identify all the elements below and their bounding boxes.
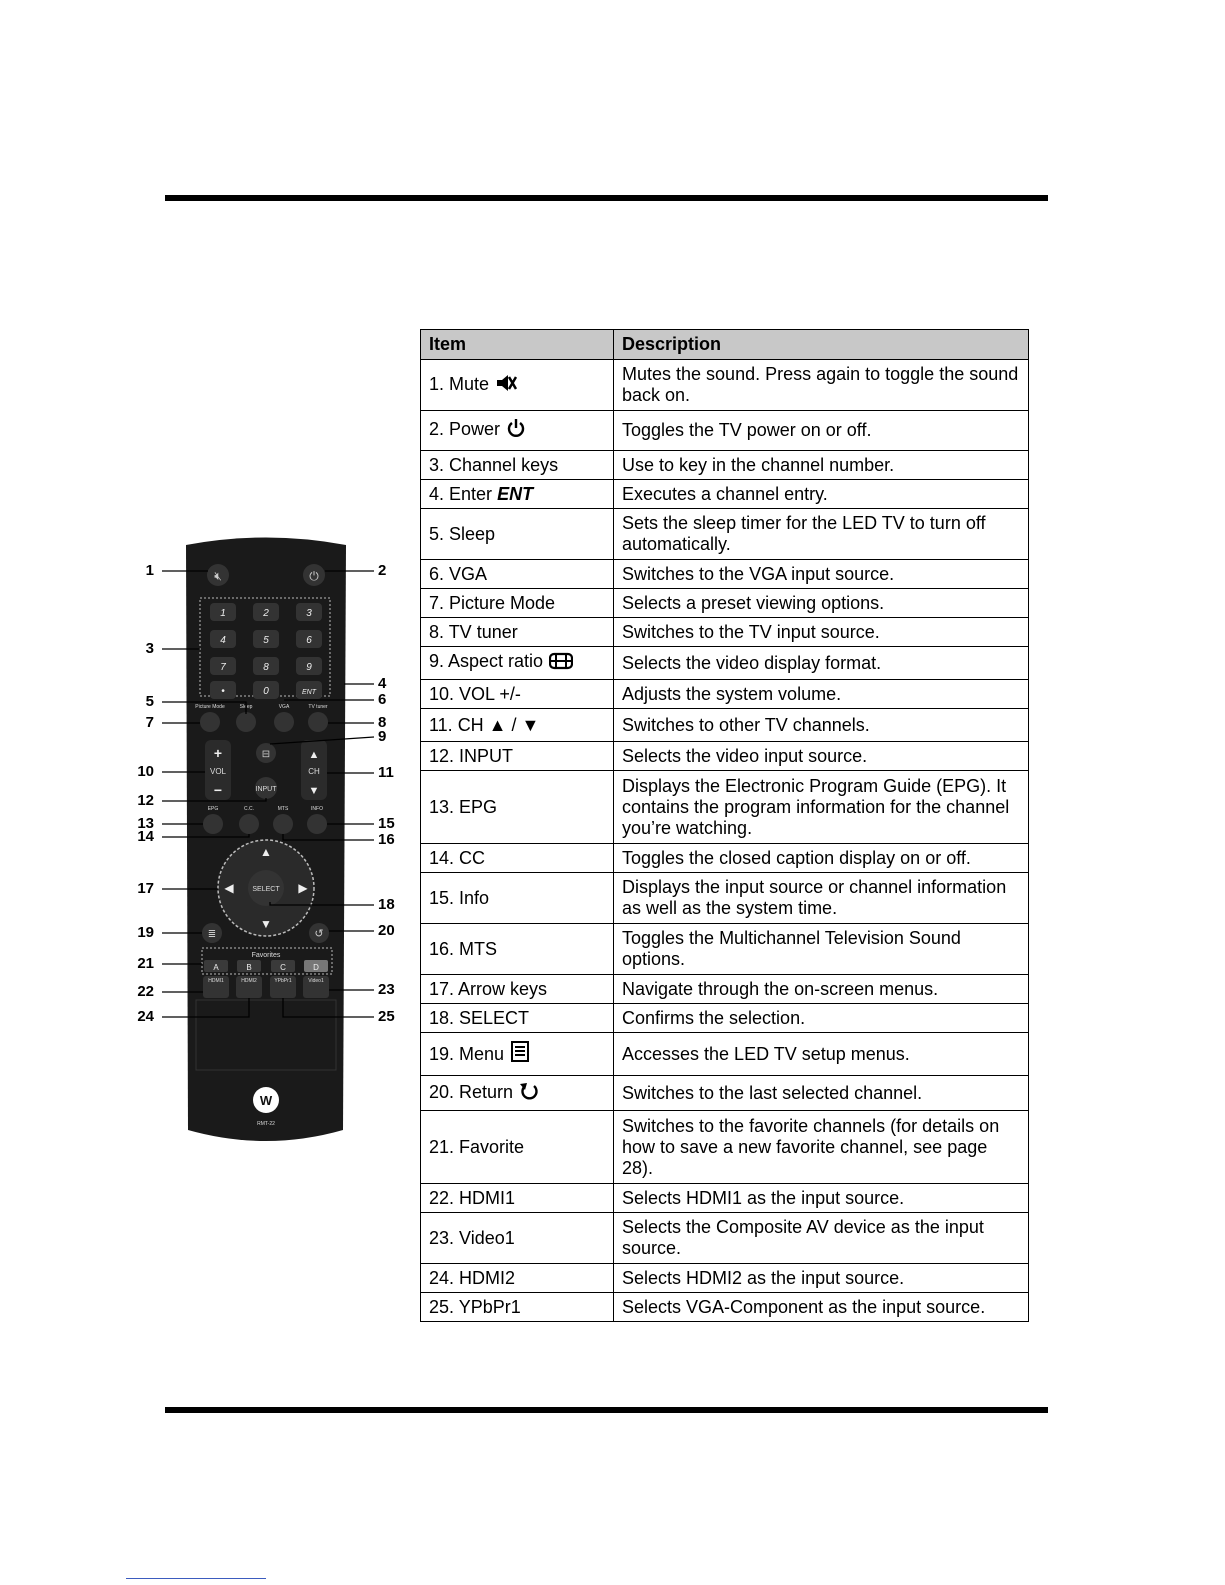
cc-button	[239, 814, 259, 834]
description-cell: Switches to the favorite channels (for details on how to save a new favorite channel, see page 28).	[614, 1111, 1029, 1184]
number-key-label: 0	[263, 686, 269, 697]
item-label: 16. MTS	[429, 938, 498, 959]
callout-number: 7	[145, 714, 154, 731]
sleep-button	[236, 712, 256, 732]
item-label: 25. YPbPr1	[429, 1296, 521, 1317]
table-row	[421, 1076, 1029, 1111]
callout-number: 23	[378, 981, 395, 998]
item-label: 23. Video1	[429, 1227, 515, 1248]
callout-number: 4	[378, 675, 387, 692]
input-key-label: INPUT	[255, 786, 277, 793]
tv-tuner-button	[308, 712, 328, 732]
item-cell	[421, 1293, 614, 1322]
power-icon: ⏻	[309, 569, 319, 583]
item-label: 9. Aspect ratio	[429, 651, 544, 671]
table-row	[421, 451, 1029, 480]
callout-number: 16	[378, 831, 395, 848]
return-icon	[519, 1081, 539, 1106]
description-cell: Adjusts the system volume.	[614, 680, 1029, 709]
item-cell	[421, 411, 614, 451]
item-label: 17. Arrow keys	[429, 978, 548, 999]
description-cell: Selects HDMI1 as the input source.	[614, 1184, 1029, 1213]
bottom-link-underline	[126, 1578, 266, 1579]
item-label: 5. Sleep	[429, 523, 496, 544]
table-row	[421, 1184, 1029, 1213]
description-cell: Confirms the selection.	[614, 1004, 1029, 1033]
callout-number: 11	[378, 764, 394, 781]
item-label: 15. Info	[429, 887, 490, 908]
item-label: 10. VOL +/-	[429, 683, 521, 704]
number-key-label: 2	[263, 608, 269, 619]
item-label: 7. Picture Mode	[429, 592, 556, 613]
table-row	[421, 1213, 1029, 1264]
cc-button-label: C.C.	[244, 806, 254, 812]
mts-button	[273, 814, 293, 834]
callout-number: 12	[137, 792, 154, 809]
item-label: 1. Mute	[429, 373, 490, 394]
favorite-key-label: C	[280, 963, 286, 972]
description-cell: Switches to the last selected channel.	[614, 1076, 1029, 1111]
logo-glyph: W	[259, 1093, 273, 1108]
remote-keys-table	[420, 329, 1029, 1322]
item-label: 8. TV tuner	[429, 621, 518, 642]
callout-number: 22	[137, 983, 154, 1000]
picture-mode-button-label: Picture Mode	[195, 704, 225, 710]
bottom-rule	[165, 1407, 1048, 1413]
description-cell: Use to key in the channel number.	[614, 451, 1029, 480]
callout-number: 8	[378, 714, 387, 731]
table-row	[421, 924, 1029, 975]
table-row	[421, 680, 1029, 709]
description-cell: Switches to the VGA input source.	[614, 560, 1029, 589]
item-cell	[421, 360, 614, 411]
item-cell	[421, 1111, 614, 1184]
number-key-label: 4	[220, 635, 226, 646]
sleep-button-label: Sleep	[239, 704, 253, 710]
aspect-ratio-icon: ⊟	[261, 749, 271, 760]
select-key-label: SELECT	[252, 886, 280, 893]
mute-icon: 🔇︎	[214, 569, 222, 583]
callout-number: 2	[378, 562, 387, 579]
description-cell: Executes a channel entry.	[614, 480, 1029, 509]
vol-minus-label: −	[213, 782, 223, 798]
description-cell: Switches to the TV input source.	[614, 618, 1029, 647]
description-cell: Selects the video input source.	[614, 742, 1029, 771]
callout-number: 15	[378, 815, 395, 832]
item-cell	[421, 1076, 614, 1111]
callout-number: 1	[145, 562, 154, 579]
item-cell	[421, 1033, 614, 1076]
favorite-key-label: D	[313, 963, 319, 972]
table-header-row	[421, 330, 1029, 360]
description-cell: Selects HDMI2 as the input source.	[614, 1264, 1029, 1293]
source-key-label: HDMI2	[241, 978, 257, 984]
callout-number: 21	[137, 955, 154, 972]
info-button	[307, 814, 327, 834]
item-label: 18. SELECT	[429, 1007, 530, 1028]
table-row	[421, 1033, 1029, 1076]
item-cell	[421, 975, 614, 1004]
item-label: 21. Favorite	[429, 1136, 525, 1157]
mts-button-label: MTS	[277, 806, 289, 812]
item-cell	[421, 618, 614, 647]
description-cell: Selects the Composite AV device as the input source.	[614, 1213, 1029, 1264]
description-cell: Accesses the LED TV setup menus.	[614, 1033, 1029, 1076]
description-cell: Selects the video display format.	[614, 647, 1029, 680]
callout-number: 20	[378, 922, 395, 939]
arrow-left-icon: ◀	[224, 881, 234, 895]
table-row	[421, 771, 1029, 844]
item-cell	[421, 1184, 614, 1213]
enter-key-label: ENT	[497, 483, 534, 504]
description-cell: Selects VGA-Component as the input source.	[614, 1293, 1029, 1322]
favorite-key-label: A	[213, 963, 219, 972]
table-body	[421, 360, 1029, 1322]
table-row	[421, 360, 1029, 411]
source-key-label: YPbPr1	[274, 978, 292, 984]
mute-icon	[495, 373, 517, 398]
top-rule	[165, 195, 1048, 201]
table-row	[421, 589, 1029, 618]
item-cell	[421, 509, 614, 560]
ch-down-icon: ▼	[308, 785, 320, 797]
callout-number: 17	[137, 880, 154, 897]
description-cell: Displays the Electronic Program Guide (EPG). It contains the program information for the channel you’re watching.	[614, 771, 1029, 844]
favorites-label: Favorites	[251, 952, 281, 959]
table-row	[421, 873, 1029, 924]
callout-number: 13	[137, 815, 154, 832]
number-key-label: 6	[306, 635, 312, 646]
description-cell: Displays the input source or channel information as well as the system time.	[614, 873, 1029, 924]
number-key-label: 9	[306, 662, 312, 673]
power-icon	[506, 418, 526, 443]
number-key-label: 5	[263, 635, 269, 646]
vga-button-label: VGA	[278, 704, 290, 710]
header-item: Item	[421, 330, 614, 360]
table-row	[421, 618, 1029, 647]
epg-button	[203, 814, 223, 834]
item-label: 22. HDMI1	[429, 1187, 516, 1208]
item-label: 19. Menu	[429, 1043, 505, 1064]
item-cell	[421, 589, 614, 618]
description-cell: Navigate through the on-screen menus.	[614, 975, 1029, 1004]
callout-number: 3	[145, 640, 154, 657]
favorite-key-label: B	[246, 963, 252, 972]
number-key-label: ENT	[302, 689, 316, 696]
return-icon: ↺	[314, 928, 324, 940]
item-label: 6. VGA	[429, 563, 488, 584]
source-key-label: Video1	[308, 978, 324, 984]
description-cell: Mutes the sound. Press again to toggle the sound back on.	[614, 360, 1029, 411]
table-row	[421, 411, 1029, 451]
table-row	[421, 1293, 1029, 1322]
item-cell	[421, 1213, 614, 1264]
description-cell: Toggles the Multichannel Television Sound options.	[614, 924, 1029, 975]
callout-number: 6	[378, 691, 387, 708]
info-button-label: INFO	[311, 806, 323, 812]
item-cell	[421, 742, 614, 771]
item-label: 2. Power	[429, 419, 501, 439]
description-cell: Switches to other TV channels.	[614, 709, 1029, 742]
vol-plus-label: +	[213, 745, 223, 761]
table-row	[421, 844, 1029, 873]
number-key-label: 3	[306, 608, 312, 619]
aspect-ratio-icon	[549, 652, 573, 675]
callout-number: 24	[137, 1008, 154, 1025]
item-label: 4. Enter	[429, 483, 493, 504]
description-cell: Selects a preset viewing options.	[614, 589, 1029, 618]
item-cell	[421, 924, 614, 975]
arrow-right-icon: ▶	[298, 881, 308, 895]
callout-number: 9	[378, 728, 387, 745]
vol-label: VOL	[209, 767, 227, 776]
picture-mode-button	[200, 712, 220, 732]
item-cell	[421, 844, 614, 873]
item-label: 24. HDMI2	[429, 1267, 516, 1288]
number-key-label: 1	[220, 608, 226, 619]
source-key-label: HDMI1	[208, 978, 224, 984]
table-row	[421, 480, 1029, 509]
menu-icon: ≣	[207, 929, 217, 940]
item-label: 3. Channel keys	[429, 454, 559, 475]
item-cell	[421, 647, 614, 680]
item-cell	[421, 1004, 614, 1033]
item-label: 20. Return	[429, 1081, 514, 1102]
header-description: Description	[614, 330, 1029, 360]
ch-label: CH	[308, 767, 320, 776]
ch-up-icon: ▲	[308, 749, 320, 761]
description-cell: Sets the sleep timer for the LED TV to turn off automatically.	[614, 509, 1029, 560]
callout-number: 18	[378, 896, 395, 913]
item-label: 12. INPUT	[429, 745, 514, 766]
number-key-label: 7	[220, 662, 226, 673]
item-cell	[421, 873, 614, 924]
table-row	[421, 647, 1029, 680]
description-cell: Toggles the closed caption display on or off.	[614, 844, 1029, 873]
callout-number: 5	[145, 693, 154, 710]
arrow-up-icon: ▲	[260, 845, 272, 859]
item-cell	[421, 1264, 614, 1293]
callout-number: 10	[137, 763, 154, 780]
number-key-label: •	[221, 686, 225, 697]
model-label: RMT-22	[257, 1121, 275, 1127]
vga-button	[274, 712, 294, 732]
tv-tuner-button-label: TV tuner	[308, 704, 328, 710]
menu-icon	[510, 1041, 530, 1068]
item-cell	[421, 480, 614, 509]
table-row	[421, 560, 1029, 589]
table-row	[421, 742, 1029, 771]
item-label: 11. CH ▲ / ▼	[429, 714, 540, 735]
callout-number: 14	[137, 828, 154, 845]
item-cell	[421, 451, 614, 480]
callout-number: 19	[137, 924, 154, 941]
arrow-down-icon: ▼	[260, 917, 272, 931]
description-cell: Toggles the TV power on or off.	[614, 411, 1029, 451]
table-row	[421, 509, 1029, 560]
table-row	[421, 1264, 1029, 1293]
table-row	[421, 709, 1029, 742]
item-cell	[421, 709, 614, 742]
item-cell	[421, 560, 614, 589]
table-row	[421, 1004, 1029, 1033]
remote-control-diagram	[120, 530, 410, 1150]
table-row	[421, 975, 1029, 1004]
item-label: 14. CC	[429, 847, 486, 868]
callout-number: 25	[378, 1008, 395, 1025]
item-cell	[421, 680, 614, 709]
epg-button-label: EPG	[207, 806, 219, 812]
number-key-label: 8	[263, 662, 269, 673]
table-row	[421, 1111, 1029, 1184]
remote-svg	[120, 530, 410, 1150]
item-label: 13. EPG	[429, 796, 498, 817]
item-cell	[421, 771, 614, 844]
